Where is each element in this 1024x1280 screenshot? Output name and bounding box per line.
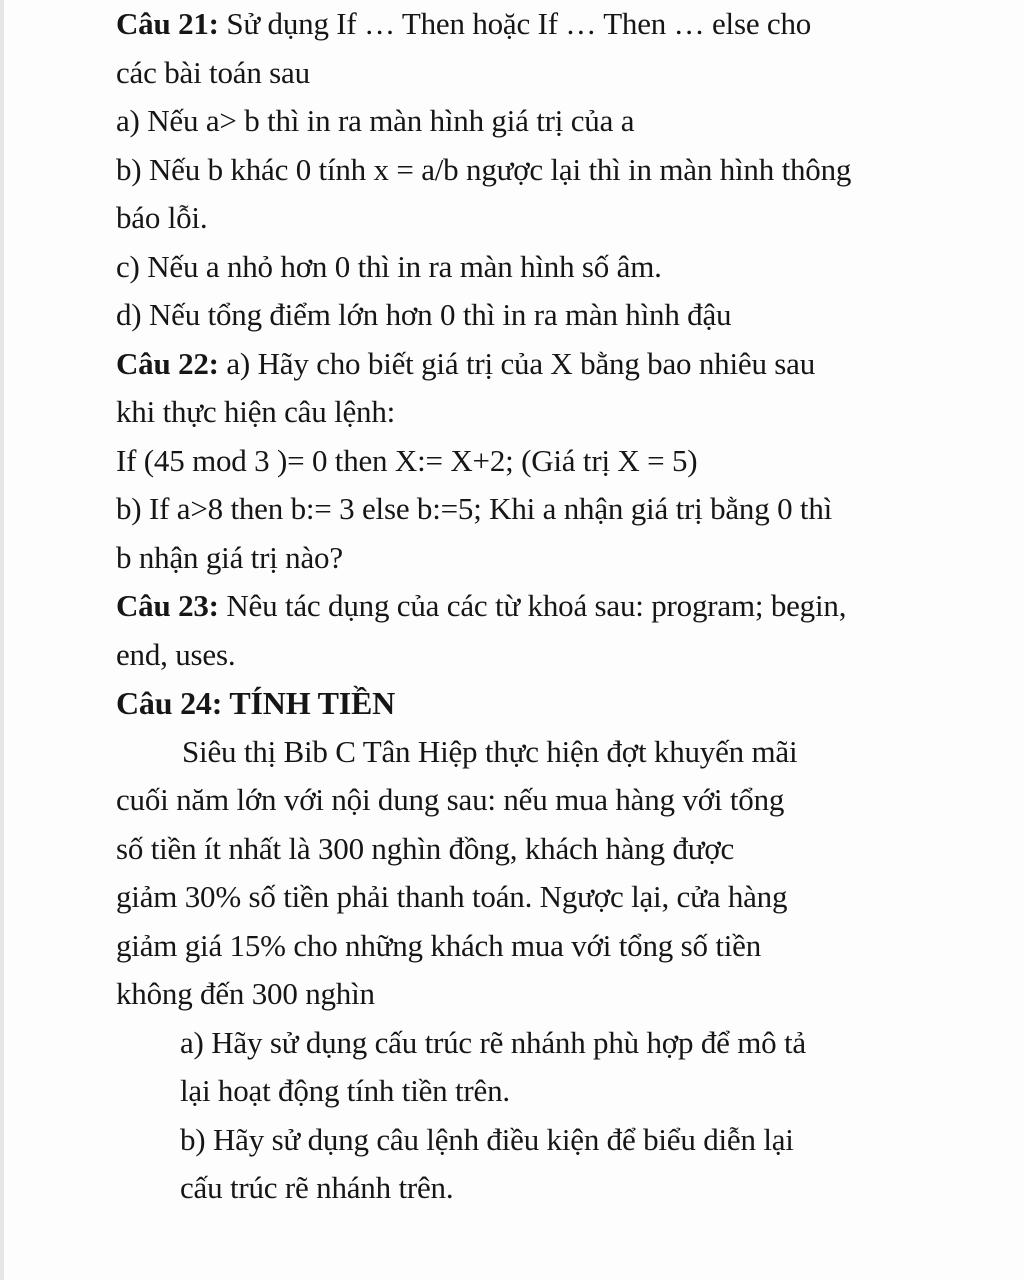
q22-title-line bbox=[116, 340, 976, 389]
q24-paragraph-line4: giảm 30% số tiền phải thanh toán. Ngược lại, cửa hàng bbox=[116, 879, 788, 914]
q22-label: Câu 22: bbox=[116, 345, 219, 381]
q21-line2: các bài toán sau bbox=[116, 54, 310, 90]
q21-item-d: d) Nếu tổng điểm lớn hơn 0 thì in ra màn hình đậu bbox=[116, 297, 732, 332]
q22-code-line: If (45 mod 3 )= 0 then X:= X+2; (Giá trị X = 5) bbox=[116, 442, 698, 478]
q21-item-b-line2: báo lỗi. bbox=[116, 200, 208, 235]
q23-label: Câu 23: bbox=[116, 588, 219, 623]
q24-paragraph-line2: cuối năm lớn với nội dung sau: nếu mua hàng với tổng bbox=[116, 782, 785, 817]
q24-item-a-line2: lại hoạt động tính tiền trên. bbox=[180, 1073, 510, 1108]
page-edge-shadow bbox=[0, 0, 4, 1280]
q21-title-line bbox=[116, 0, 976, 49]
q21-item-a: a) Nếu a> b thì in ra màn hình giá trị của a bbox=[116, 103, 635, 138]
q24-paragraph-line5: giảm giá 15% cho những khách mua với tổng số tiền bbox=[116, 927, 761, 963]
q24-paragraph-line6: không đến 300 nghìn bbox=[116, 976, 375, 1011]
q23-line2: end, uses. bbox=[116, 636, 236, 672]
q21-text: Sử dụng If … Then hoặc If … Then … else cho bbox=[218, 6, 812, 41]
q22-text: a) Hãy cho biết giá trị của X bằng bao nhiêu sau bbox=[218, 345, 816, 381]
q24-item-b-line1: b) Hãy sử dụng câu lệnh điều kiện để biểu diễn lại bbox=[180, 1121, 794, 1157]
q24-heading: Câu 24: TÍNH TIỀN bbox=[116, 685, 396, 721]
document-body bbox=[116, 0, 976, 1213]
q23-text: Nêu tác dụng của các từ khoá sau: program; begin, bbox=[218, 588, 847, 623]
q24-item-b-line2: cấu trúc rẽ nhánh trên. bbox=[180, 1170, 454, 1205]
q22-item-b-line2: b nhận giá trị nào? bbox=[116, 539, 343, 575]
q24-item-a-line1: a) Hãy sử dụng cấu trúc rẽ nhánh phù hợp để mô tả bbox=[180, 1024, 806, 1060]
q24-paragraph-line3: số tiền ít nhất là 300 nghìn đồng, khách hàng được bbox=[116, 830, 735, 866]
q24-paragraph-line1: Siêu thị Bib C Tân Hiệp thực hiện đợt khuyến mãi bbox=[182, 733, 798, 769]
q21-item-c: c) Nếu a nhỏ hơn 0 thì in ra màn hình số âm. bbox=[116, 248, 662, 284]
q21-item-b-line1: b) Nếu b khác 0 tính x = a/b ngược lại thì in màn hình thông bbox=[116, 151, 852, 187]
q23-title-line bbox=[116, 582, 976, 631]
q21-label: Câu 21: bbox=[116, 6, 219, 41]
q22-item-b-line1: b) If a>8 then b:= 3 else b:=5; Khi a nhận giá trị bằng 0 thì bbox=[116, 491, 833, 526]
q22-line2: khi thực hiện câu lệnh: bbox=[116, 394, 396, 429]
